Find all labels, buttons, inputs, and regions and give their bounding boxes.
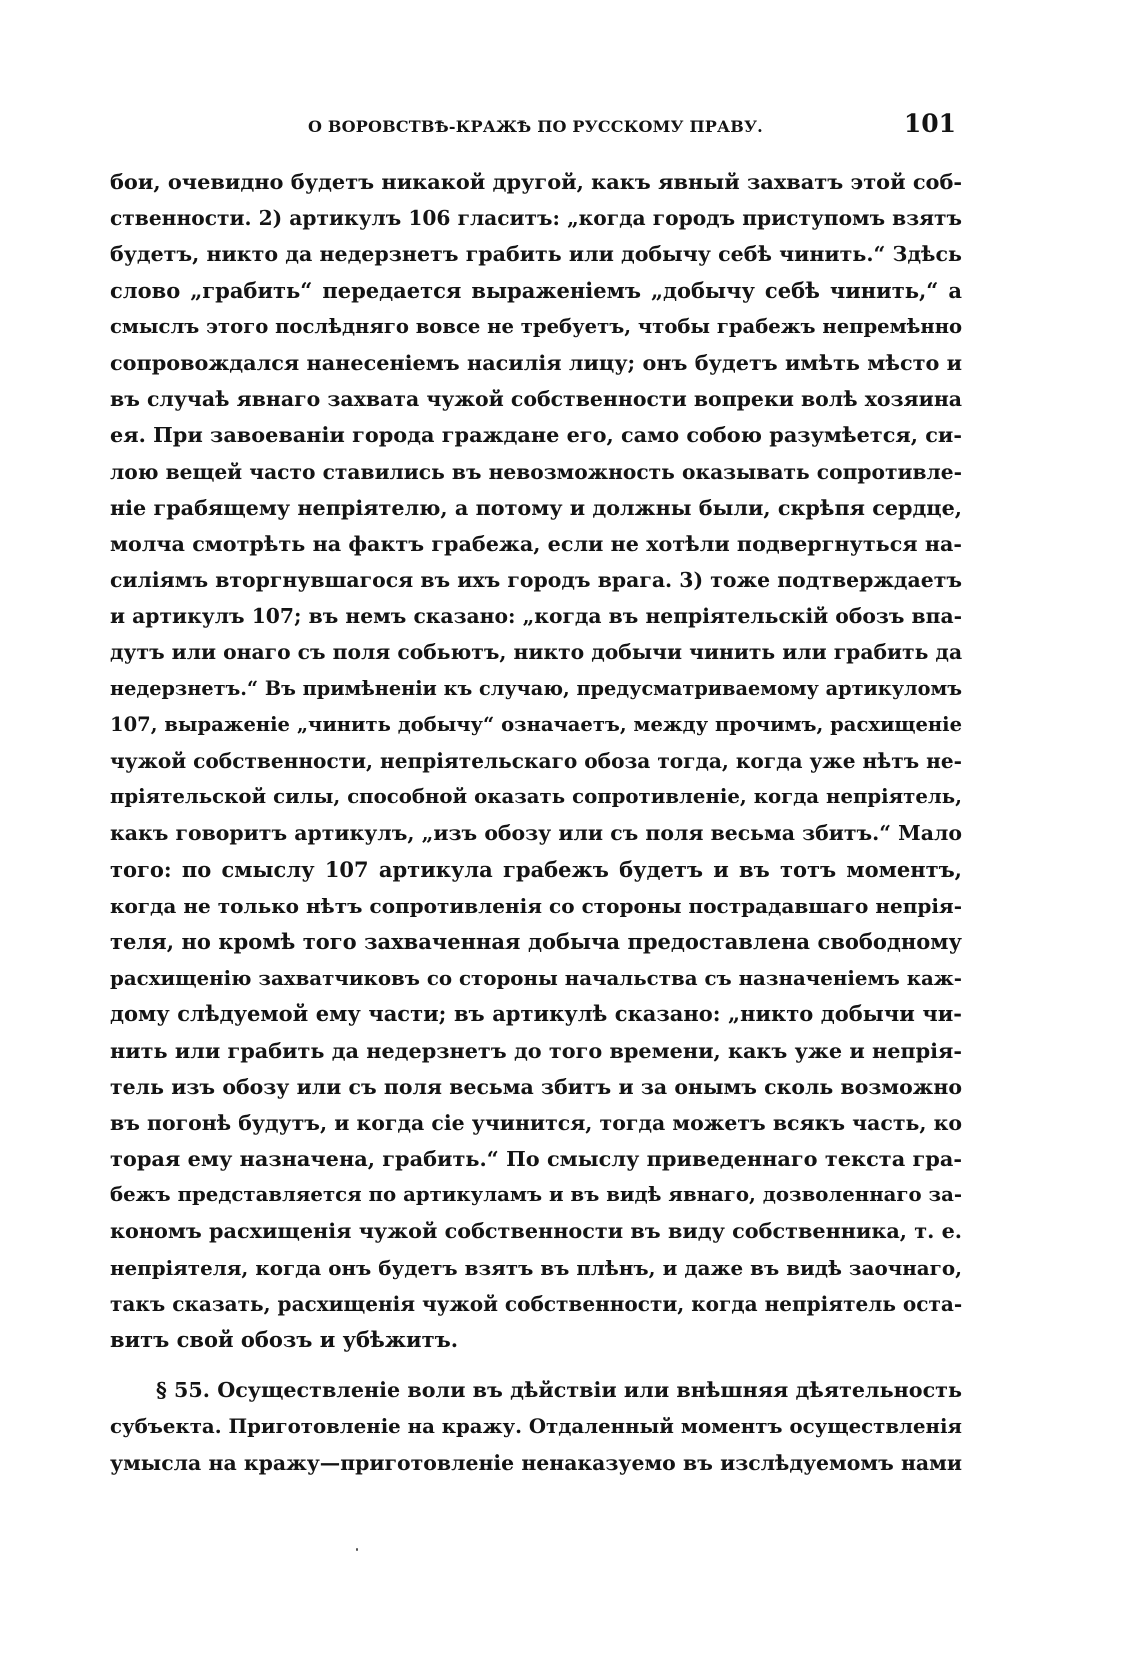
text-line: силіямъ вторгнувшагося въ ихъ городъ врага. 3) тоже подтверждаетъ — [110, 568, 962, 593]
text-line: молча смотрѣть на фактъ грабежа, если не хотѣли подвергнуться на- — [110, 531, 962, 556]
section-heading-line: § 55. Осуществленіе воли въ дѣйствіи или внѣшняя дѣятельность — [156, 1378, 962, 1403]
paragraph-1 — [110, 164, 962, 1358]
text-line: слово „грабить“ передается выраженіемъ „добычу себѣ чинить,“ а — [110, 277, 962, 303]
text-line: такъ сказать, расхищенія чужой собственности, когда непріятель оста- — [110, 1291, 963, 1316]
text-line: смыслъ этого послѣдняго вовсе не требуетъ, чтобы грабежъ непремѣнно — [110, 314, 963, 338]
text-line: расхищенію захватчиковъ со стороны начальства съ назначеніемъ каж- — [110, 966, 962, 991]
print-speck — [356, 1548, 358, 1551]
running-title: О ВОРОВСТВѢ-КРАЖѢ ПО РУССКОМУ ПРАВУ. — [308, 117, 763, 136]
running-head — [110, 111, 960, 151]
text-line: умысла на кражу—приготовленіе ненаказуемо въ изслѣдуемомъ нами — [110, 1450, 962, 1475]
text-line: будетъ, никто да недерзнетъ грабить или добычу себѣ чинить.“ Здѣсь — [110, 242, 962, 267]
text-line: въ погонѣ будутъ, и когда сіе учинится, тогда можетъ всякъ часть, ко — [110, 1110, 962, 1135]
page-number: 101 — [903, 109, 956, 138]
text-line: лою вещей часто ставились въ невозможность оказывать сопротивле- — [110, 459, 962, 484]
text-line: когда не только нѣтъ сопротивленія со стороны пострадавшаго непрія- — [110, 893, 962, 918]
text-line: торая ему назначена, грабить.“ По смыслу приведеннаго текста гра- — [110, 1146, 962, 1172]
text-line: бои, очевидно будетъ никакой другой, какъ явный захватъ этой соб- — [110, 169, 963, 194]
body-text — [110, 164, 962, 1481]
paragraph-gap — [110, 1358, 962, 1372]
text-line: недерзнетъ.“ Въ примѣненіи къ случаю, предусматриваемому артикуломъ — [110, 676, 962, 700]
text-line: въ случаѣ явнаго захвата чужой собственности вопреки волѣ хозяина — [110, 387, 963, 412]
text-line: дутъ или онаго съ поля собьютъ, никто добычи чинить или грабить да — [110, 640, 963, 665]
text-line: нить или грабить да недерзнетъ до того времени, какъ уже и непрія- — [110, 1037, 962, 1063]
text-line: теля, но кромѣ того захваченная добыча предоставлена свободному — [110, 928, 962, 954]
text-line: тель изъ обозу или съ поля весьма збитъ и за онымъ сколь возможно — [110, 1074, 962, 1099]
paragraph-2 — [110, 1372, 962, 1481]
text-line: ственности. 2) артикулъ 106 гласитъ: „когда городъ приступомъ взятъ — [110, 206, 962, 231]
text-line: бежъ представляется по артикуламъ и въ видѣ явнаго, дозволеннаго за- — [110, 1183, 962, 1207]
text-line: субъекта. Приготовленіе на кражу. Отдаленный моментъ осуществленія — [110, 1414, 962, 1439]
text-line: 107, выраженіе „чинить добычу“ означаетъ, между прочимъ, расхищеніе — [110, 712, 962, 736]
text-line: ея. При завоеваніи города граждане его, само собою разумѣется, си- — [110, 422, 962, 448]
text-line: и артикулъ 107; въ немъ сказано: „когда въ непріятельскій обозъ впа- — [110, 604, 962, 629]
text-line: чужой собственности, непріятельскаго обоза тогда, когда уже нѣтъ не- — [110, 749, 962, 773]
text-line: пріятельской силы, способной оказать сопротивленіе, когда непріятель, — [110, 785, 962, 809]
text-line: дому слѣдуемой ему части; въ артикулѣ сказано: „никто добычи чи- — [110, 1001, 962, 1027]
text-line: сопровождался нанесеніемъ насилія лицу; онъ будетъ имѣть мѣсто и — [110, 349, 962, 375]
text-line: какъ говоритъ артикулъ, „изъ обозу или съ поля весьма збитъ.“ Мало — [110, 821, 962, 846]
text-line: того: по смыслу 107 артикула грабежъ будетъ и въ тотъ моментъ, — [110, 856, 962, 882]
text-line: витъ свой обозъ и убѣжитъ. — [110, 1327, 459, 1352]
text-line: ніе грабящему непріятелю, а потому и должны были, скрѣпя сердце, — [110, 495, 962, 520]
text-line: кономъ расхищенія чужой собственности въ виду собственника, т. е. — [110, 1219, 962, 1244]
text-line: непріятеля, когда онъ будетъ взятъ въ плѣнъ, и даже въ видѣ заочнаго, — [110, 1255, 962, 1280]
